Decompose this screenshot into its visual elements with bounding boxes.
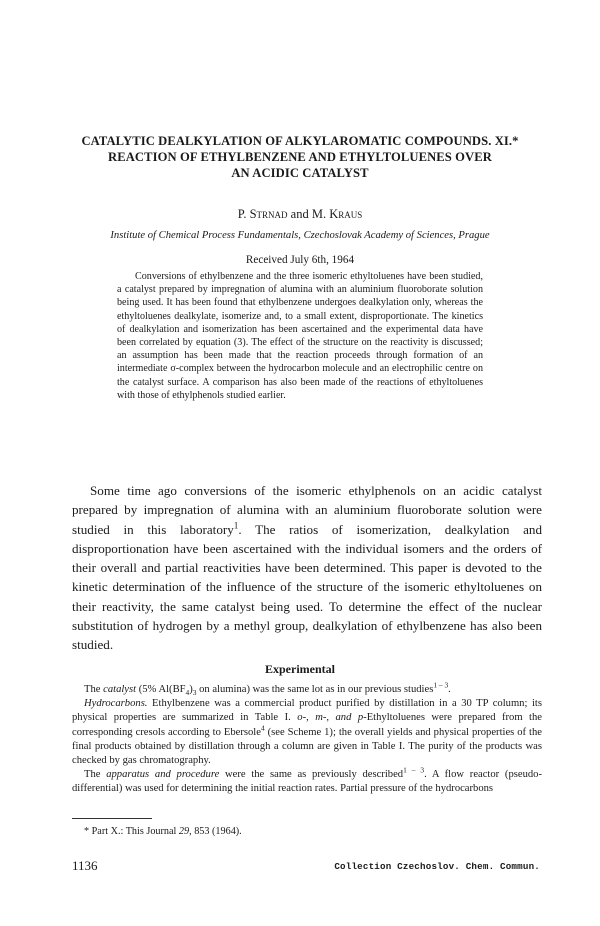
journal-name: Collection Czechoslov. Chem. Commun. <box>334 861 540 872</box>
formula: (5% Al(BF <box>138 684 186 695</box>
title-line-2: REACTION OF ETHYLBENZENE AND ETHYLTOLUENES OVER <box>108 150 492 164</box>
title-line-1: CATALYTIC DEALKYLATION OF ALKYLAROMATIC COMPOUNDS. XI.* <box>81 134 519 148</box>
ref-superscript: 1 – 3 <box>433 680 449 690</box>
footnote <box>84 826 242 837</box>
experimental-body <box>72 680 542 797</box>
footnote-volume: 29 <box>178 826 190 837</box>
intro-text-2: . The ratios of isomerization, dealkylation and disproportionation have been ascertained with the individual isomers and the orders of their overall and partial reactivities have been determined. This paper is devoted to the kinetic determination of the influence of the structure of the isomeric ethyltoluenes on their reactivity, the same catalyst being used. To determine the effect of the nuclear substitution of hydrogen by a methyl group, dealkylation of ethylbenzene has also been studied. <box>72 521 542 653</box>
page-number: 1136 <box>72 858 98 873</box>
catalyst-label: catalyst <box>103 684 137 695</box>
subscript: 3 <box>192 688 197 698</box>
text: The <box>84 684 104 695</box>
ref-superscript: 4 <box>260 723 265 733</box>
introduction <box>72 481 542 655</box>
title-line-3: AN ACIDIC CATALYST <box>231 166 369 180</box>
author-1: P. Strnad <box>237 207 288 221</box>
received-date: Received July 6th, 1964 <box>245 254 355 266</box>
author-2: M. Kraus <box>311 207 363 221</box>
apparatus-paragraph <box>72 765 542 796</box>
text: . A flow reactor (pseudo-differential) was used for determining the initial reaction rates. Partial pressure of the hydrocarbons <box>72 769 542 795</box>
section-heading-experimental: Experimental <box>265 662 335 676</box>
ref-superscript: 1 <box>233 520 239 531</box>
footnote-text: * Part X.: This Journal <box>84 826 179 837</box>
abstract <box>117 270 483 402</box>
text: were the same as previously described <box>219 769 404 781</box>
article-title <box>40 133 560 181</box>
affiliation: Institute of Chemical Process Fundamentals, Czechoslovak Academy of Sciences, Prague <box>110 230 490 241</box>
authors-conjunction: and <box>290 207 309 221</box>
hydrocarbons-label: Hydrocarbons. <box>84 698 148 710</box>
footnote-divider <box>72 818 152 819</box>
abstract-text: Conversions of ethylbenzene and the three isomeric ethyltoluenes have been studied, a catalyst prepared by impregnation of alumina with an aluminium fluoroborate solution being used. It has been found that ethylbenzene undergoes dealkylation only, whereas the ethyltoluenes dealkylate, isomerize and, to a small extent, disproportionate. The kinetics of dealkylation and isomerization has been ascertained and the experimental data have been correlated by equation (3). The effect of the structure on the reactivity is discussed; an assumption has been made that the reaction proceeds through formation of an intermediate σ-complex between the hydrocarbon molecule and an electrophilic centre on the catalyst surface. A comparison has also been made of the reactions of ethyltoluenes with those of ethylphenols studied earlier. <box>117 271 483 401</box>
text: Ethyltoluenes were prepared from the corresponding cresols according to Ebersole <box>72 712 542 738</box>
catalyst-paragraph <box>72 680 542 698</box>
isomer-prefix: o-, m-, and p- <box>297 712 367 724</box>
intro-paragraph <box>72 481 542 655</box>
text: The <box>84 769 107 781</box>
ref-superscript: 1 – 3 <box>403 765 425 775</box>
text: (see Scheme 1); the overall yields and physical properties of the final products obtained by distillation through a column are given in Table I. The purity of the products was checked by gas chromatography. <box>72 726 542 767</box>
apparatus-label: apparatus and procedure <box>106 769 220 781</box>
text: . <box>448 684 451 695</box>
hydrocarbons-paragraph <box>72 697 542 768</box>
intro-text-1: Some time ago conversions of the isomeric ethylphenols on an acidic catalyst prepared by impregnation of alumina with an aluminium fluoroborate solution were studied in this laboratory <box>72 483 542 537</box>
footnote-text: , 853 (1964). <box>189 826 242 837</box>
authors <box>40 207 560 222</box>
subscript: 4 <box>185 688 190 698</box>
text: Ethylbenzene was a commercial product purified by distillation in a 30 TP column; its physical properties are summarized in Table I. <box>72 698 542 724</box>
formula-close: ) <box>189 684 193 695</box>
text: on alumina) was the same lot as in our previous studies <box>196 684 434 695</box>
